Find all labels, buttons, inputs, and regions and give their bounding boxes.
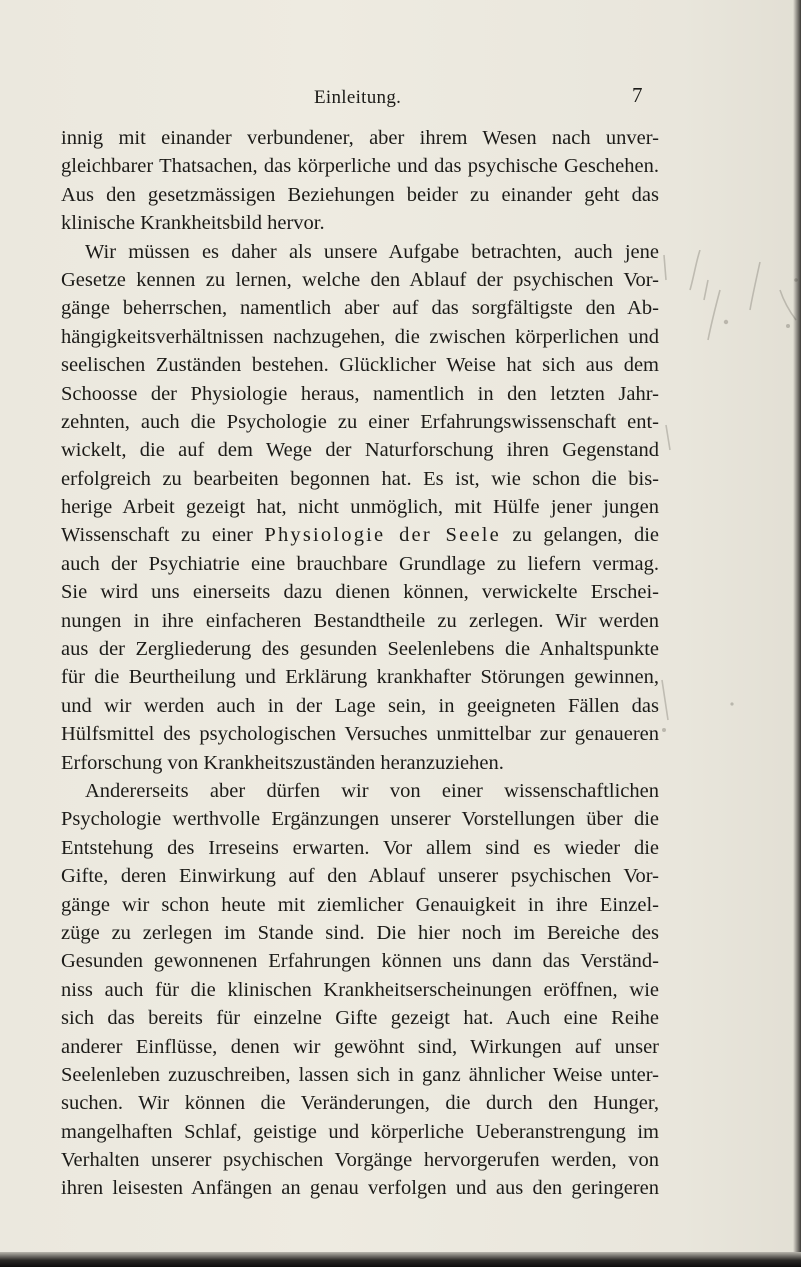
- emphasized-term: Physiologie der Seele: [264, 524, 501, 547]
- text-line: zehnten, auch die Psychologie zu einer Erfahrungswissenschaft ent-: [61, 410, 659, 433]
- text-line: Entstehung des Irreseins erwarten. Vor allem sind es wieder die: [61, 836, 659, 859]
- text-line: Schoosse der Physiologie heraus, namentlich in den letzten Jahr-: [61, 382, 659, 405]
- text-line: sich das bereits für einzelne Gifte gezeigt hat. Auch eine Reihe: [61, 1007, 659, 1030]
- text-line: Seelenleben zuzuschreiben, lassen sich in ganz ähnlicher Weise unter-: [61, 1063, 659, 1086]
- page-number: 7: [632, 83, 643, 107]
- body-text: [61, 124, 659, 1203]
- text-line: gleichbarer Thatsachen, das körperliche und das psychische Geschehen.: [61, 155, 659, 178]
- page-edge-shadow: [793, 0, 801, 1267]
- text-line: Gesetze kennen zu lernen, welche den Ablauf der psychischen Vor-: [61, 268, 659, 291]
- text-line: mangelhaften Schlaf, geistige und körperliche Ueberanstrengung im: [61, 1120, 659, 1143]
- text-line: aus der Zergliederung des gesunden Seelenlebens die Anhaltspunkte: [61, 638, 659, 661]
- text-line: anderer Einflüsse, denen wir gewöhnt sind, Wirkungen auf unser: [61, 1035, 659, 1058]
- text-line-with-emphasis: [61, 521, 659, 549]
- text-line: ihren leisesten Anfängen an genau verfolgen und aus den geringeren: [61, 1177, 659, 1200]
- running-title: Einleitung.: [314, 87, 402, 108]
- text-line: nungen in ihre einfacheren Bestandtheile zu zerlegen. Wir werden: [61, 609, 659, 632]
- text-line: niss auch für die klinischen Krankheitserscheinungen eröffnen, wie: [61, 978, 659, 1001]
- page-bottom-edge: [0, 1252, 801, 1267]
- text-line: Psychologie werthvolle Ergänzungen unserer Vorstellungen über die: [61, 808, 659, 831]
- text-segment: Wissenschaft zu einer: [61, 524, 265, 547]
- running-head: [0, 83, 801, 111]
- text-line: suchen. Wir können die Veränderungen, die durch den Hunger,: [61, 1092, 659, 1115]
- text-segment: zu gelangen, die: [500, 524, 659, 547]
- paragraph-start-line: Wir müssen es daher als unsere Aufgabe betrachten, auch jene: [85, 240, 659, 263]
- text-line: gänge beherrschen, namentlich aber auf das sorgfältigste den Ab-: [61, 297, 659, 320]
- text-line: Verhalten unserer psychischen Vorgänge hervorgerufen werden, von: [61, 1149, 659, 1172]
- text-line: Aus den gesetzmässigen Beziehungen beider zu einander geht das: [61, 183, 659, 206]
- text-line: innig mit einander verbundener, aber ihrem Wesen nach unver-: [61, 127, 659, 149]
- text-line: seelischen Zuständen bestehen. Glücklicher Weise hat sich aus dem: [61, 354, 659, 377]
- text-line: und wir werden auch in der Lage sein, in geeigneten Fällen das: [61, 694, 659, 717]
- bleed-through-marks: [660, 250, 801, 770]
- text-line: Erforschung von Krankheitszuständen heranzuziehen.: [61, 751, 504, 774]
- text-line: für die Beurtheilung und Erklärung krankhafter Störungen gewinnen,: [61, 666, 659, 689]
- text-line: klinische Krankheitsbild hervor.: [61, 212, 325, 235]
- text-line: Gifte, deren Einwirkung auf den Ablauf unserer psychischen Vor-: [61, 865, 659, 888]
- text-line: gänge wir schon heute mit ziemlicher Genauigkeit in ihre Einzel-: [61, 893, 659, 916]
- text-line: Hülfsmittel des psychologischen Versuches unmittelbar zur genaueren: [61, 723, 659, 746]
- text-line: Sie wird uns einerseits dazu dienen können, verwickelte Erschei-: [61, 581, 659, 604]
- text-line: Gesunden gewonnenen Erfahrungen können uns dann das Verständ-: [61, 950, 659, 973]
- paragraph-start-line: Andererseits aber dürfen wir von einer wissenschaftlichen: [85, 779, 659, 802]
- text-line: herige Arbeit gezeigt hat, nicht unmöglich, mit Hülfe jener jungen: [61, 496, 659, 519]
- text-line: auch der Psychiatrie eine brauchbare Grundlage zu liefern vermag.: [61, 552, 659, 575]
- text-line: wickelt, die auf dem Wege der Naturforschung ihren Gegenstand: [61, 439, 659, 462]
- text-line: züge zu zerlegen im Stande sind. Die hier noch im Bereiche des: [61, 921, 659, 944]
- text-line: erfolgreich zu bearbeiten begonnen hat. Es ist, wie schon die bis-: [61, 467, 659, 490]
- text-line: hängigkeitsverhältnissen nachzugehen, die zwischen körperlichen und: [61, 325, 659, 348]
